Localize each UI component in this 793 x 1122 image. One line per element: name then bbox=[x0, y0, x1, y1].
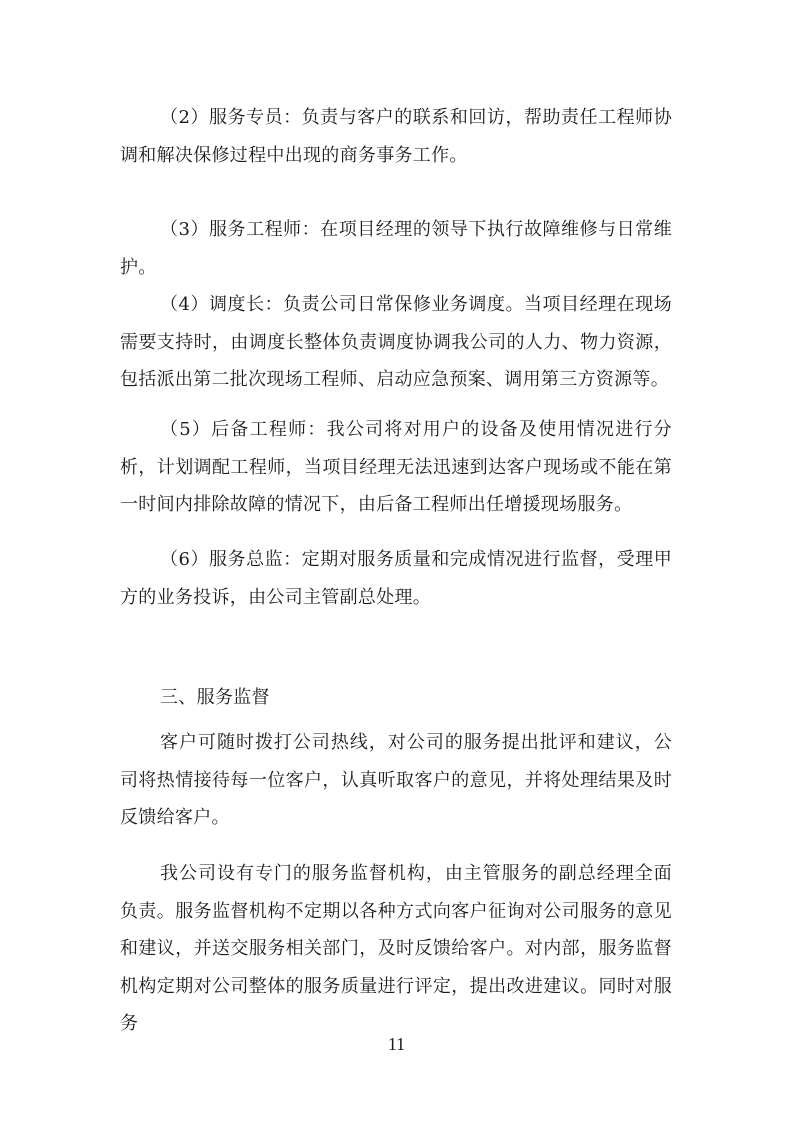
paragraph-backup-engineer: （5）后备工程师：我公司将对用户的设备及使用情况进行分析，计划调配工程师，当项目经理无法迅速到达客户现场或不能在第一时间内排除故障的情况下，由后备工程师出任增援现场服务。 bbox=[120, 419, 672, 515]
paragraph-customer-hotline: 客户可随时拨打公司热线，对公司的服务提出批评和建议，公司将热情接待每一位客户，认真听取客户的意见，并将处理结果及时反馈给客户。 bbox=[120, 732, 672, 828]
paragraph-service-specialist: （2）服务专员：负责与客户的联系和回访，帮助责任工程师协调和解决保修过程中出现的商务事务工作。 bbox=[120, 107, 672, 166]
paragraph-supervision-body: 我公司设有专门的服务监督机构，由主管服务的副总经理全面负责。服务监督机构不定期以各种方式向客户征询对公司服务的意见和建议，并送交服务相关部门，及时反馈给客户。对内部，服务监督机构定期对公司整体的服务质量进行评定，提出改进建议。同时对服务 bbox=[120, 863, 672, 1034]
paragraph-dispatch-chief: （4）调度长：负责公司日常保修业务调度。当项目经理在现场需要支持时，由调度长整体负责调度协调我公司的人力、物力资源，包括派出第二批次现场工程师、启动应急预案、调用第三方资源等。 bbox=[120, 294, 672, 390]
page-number: 11 bbox=[387, 1034, 406, 1054]
section-heading: 三、服务监督 bbox=[160, 687, 270, 708]
paragraph-service-director: （6）服务总监：定期对服务质量和完成情况进行监督，受理甲方的业务投诉，由公司主管副总处理。 bbox=[120, 549, 672, 608]
paragraph-service-engineer: （3）服务工程师：在项目经理的领导下执行故障维修与日常维护。 bbox=[120, 219, 672, 278]
